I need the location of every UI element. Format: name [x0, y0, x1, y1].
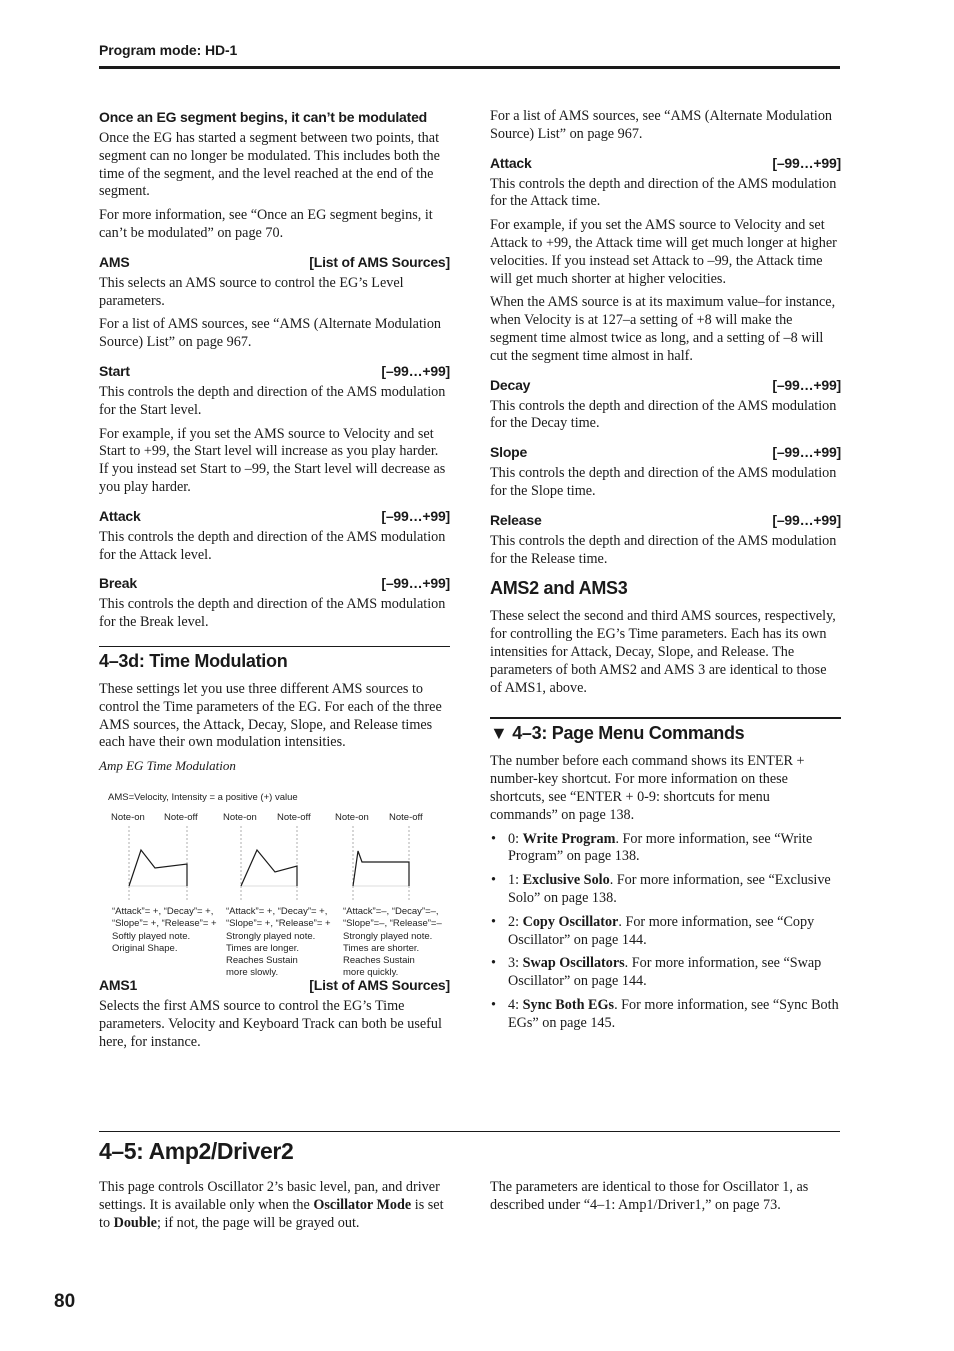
command-name: Sync Both EGs — [522, 996, 615, 1013]
command-name: Copy Oscillator — [522, 913, 619, 930]
param-attack-level — [99, 507, 450, 525]
param-range: [–99…+99] — [381, 575, 450, 592]
param-attack-time — [490, 154, 841, 172]
ams2-ams3-text: These select the second and third AMS sources, respectively, for controlling the EG’s Time parameters. Each has its own intensities for Attack, Decay, Slope, and Release. The parameters of both AMS2 and AMS 3 are identical to those of AMS1, above. — [490, 608, 836, 696]
param-label: Release — [490, 511, 542, 528]
param-label: AMS — [99, 253, 130, 270]
param-label: Break — [99, 575, 137, 592]
param-range: [–99…+99] — [381, 507, 450, 524]
param-label: Slope — [490, 444, 528, 461]
decay-text: This controls the depth and direction of the AMS modulation for the Decay time. — [490, 397, 837, 432]
main-section-rule — [99, 1131, 840, 1132]
right-column — [490, 108, 841, 1038]
section-title: 4–3d: Time Modulation — [99, 650, 288, 671]
page-menu-section — [490, 717, 841, 745]
figure-param-text: “Attack”= +, “Decay”= +, “Slope”= +, “Release”= + — [112, 906, 217, 930]
param-range: [–99…+99] — [381, 362, 450, 379]
attack-time-text: This controls the depth and direction of the AMS modulation for the Attack time. — [490, 175, 837, 210]
slope-text: This controls the depth and direction of the AMS modulation for the Slope time. — [490, 465, 837, 499]
note-on-label: Note-on — [335, 812, 369, 824]
eg-segment-text: Once the EG has started a segment between two points, that segment can no longer be modulated. This includes both the time of the segment, and the level reached at the end of the segment. — [99, 130, 440, 200]
main-right-column — [490, 1179, 841, 1221]
note-off-label: Note-off — [389, 812, 423, 824]
break-text: This controls the depth and direction of the AMS modulation for the Break level. — [99, 596, 446, 631]
amp2-intro-text: This page controls Oscillator 2’s basic level, pan, and driver settings. It is available only when the Oscillator Mode is set to Double; if not, the page will be grayed out. — [99, 1179, 444, 1231]
param-range: [List of AMS Sources] — [309, 253, 450, 270]
param-range: [–99…+99] — [772, 444, 841, 461]
figure-param-text: “Attack”=–, “Decay”=–, “Slope”=–, “Release”=– — [343, 906, 442, 930]
eg-segment-reference: For more information, see “Once an EG segment begins, it can’t be modulated” on page 70. — [99, 207, 433, 241]
ams-text: This selects an AMS source to control the EG’s Level parameters. — [99, 274, 404, 309]
note-off-label: Note-off — [164, 812, 198, 824]
figure-desc-text: Softly played note. Original Shape. — [112, 931, 191, 955]
param-label: Attack — [99, 507, 141, 524]
list-item: • 4: Sync Both EGs. For more information, see “Sync Both EGs” on page 145. — [491, 996, 839, 1031]
param-label: Decay — [490, 376, 531, 393]
running-header: Program mode: HD-1 — [99, 42, 238, 58]
left-column — [99, 108, 450, 1058]
time-modulation-section — [99, 646, 450, 673]
eg-segment-heading: Once an EG segment begins, it can’t be modulated — [99, 109, 428, 125]
param-decay — [490, 376, 841, 394]
figure-desc-text: Strongly played note. Times are shorter. Reaches Sustain more quickly. — [343, 931, 433, 979]
list-item: • 3: Swap Oscillators. For more information, see “Swap Oscillator” on page 144. — [491, 955, 822, 990]
ams-reference: For a list of AMS sources, see “AMS (Alternate Modulation Source) List” on page 967. — [99, 316, 442, 351]
param-label: Attack — [490, 154, 532, 171]
page-number: 80 — [54, 1291, 76, 1312]
attack-time-note: When the AMS source is at its maximum value–for instance, when Velocity is at 127–a setting of +8 will make the segment time almost twice as long, and a setting of –8 will cut the segment time almost in half. — [490, 294, 836, 364]
command-list — [490, 831, 841, 1033]
main-section-title: 4–5: Amp2/Driver2 — [99, 1138, 294, 1164]
param-range: [–99…+99] — [772, 511, 841, 528]
figure-caption: Amp EG Time Modulation — [99, 758, 236, 774]
param-break — [99, 574, 450, 592]
page-menu-text: The number before each command shows its ENTER + number-key shortcut. For more information on these shortcuts, see “ENTER + 0-9: shortcuts for menu commands” on page 138. — [490, 753, 805, 823]
command-name: Write Program — [522, 830, 616, 847]
ams-list-reference: For a list of AMS sources, see “AMS (Alternate Modulation Source) List” on page 967. — [490, 108, 833, 142]
param-label: Start — [99, 362, 130, 379]
start-text: This controls the depth and direction of the AMS modulation for the Start level. — [99, 383, 446, 418]
param-ams — [99, 253, 450, 271]
param-range: [List of AMS Sources] — [309, 977, 450, 994]
list-item: • 0: Write Program. For more information, see “Write Program” on page 138. — [491, 830, 813, 865]
eg-time-modulation-figure — [99, 778, 450, 979]
param-start — [99, 362, 450, 380]
note-on-label: Note-on — [111, 812, 145, 824]
main-left-column — [99, 1179, 450, 1238]
list-item: • 2: Copy Oscillator. For more information, see “Copy Oscillator” on page 144. — [491, 913, 815, 948]
param-release — [490, 511, 841, 529]
figure-desc-text: Strongly played note. Times are longer. Reaches Sustain more slowly. — [226, 931, 316, 979]
figure-param-text: “Attack”= +, “Decay”= +, “Slope”= +, “Release”= + — [226, 906, 331, 930]
command-name: Swap Oscillators — [522, 955, 625, 972]
param-range: [–99…+99] — [772, 376, 841, 393]
ams2-ams3-heading: AMS2 and AMS3 — [490, 578, 628, 599]
param-label: AMS1 — [99, 977, 138, 994]
note-off-label: Note-off — [277, 812, 311, 824]
ams1-text: Selects the first AMS source to control the EG’s Time parameters. Velocity and Keyboard Track can both be useful here, for instance. — [99, 998, 442, 1050]
command-name: Exclusive Solo — [522, 872, 610, 889]
note-on-label: Note-on — [223, 812, 257, 824]
figure-top-label: AMS=Velocity, Intensity = a positive (+) value — [108, 792, 298, 804]
start-example: For example, if you set the AMS source to Velocity and set Start to +99, the Start level will increase as you play harder. If you instead set Start to –99, the Start level will decrease as you play harder. — [99, 425, 446, 495]
time-modulation-text: These settings let you use three different AMS sources to control the Time parameters of the EG. For each of the three AMS sources, the Attack, Decay, Slope, and Release times each have their own modulation intensities. — [99, 680, 442, 751]
header-rule — [99, 66, 840, 69]
section-title: ▼ 4–3: Page Menu Commands — [490, 723, 745, 744]
release-text: This controls the depth and direction of the AMS modulation for the Release time. — [490, 532, 837, 567]
list-item: • 1: Exclusive Solo. For more information, see “Exclusive Solo” on page 138. — [491, 872, 831, 906]
attack-level-text: This controls the depth and direction of the AMS modulation for the Attack level. — [99, 528, 446, 563]
param-range: [–99…+99] — [772, 154, 841, 171]
attack-time-example: For example, if you set the AMS source to Velocity and set Attack to +99, the Attack time will get much longer at higher velocities. If you instead set Attack to –99, the Attack time will get much shorter at higher velocities. — [490, 217, 837, 287]
amp2-reference-text: The parameters are identical to those for Oscillator 1, as described under “4–1: Amp1/Driver1,” on page 73. — [490, 1179, 809, 1213]
param-slope — [490, 443, 841, 461]
